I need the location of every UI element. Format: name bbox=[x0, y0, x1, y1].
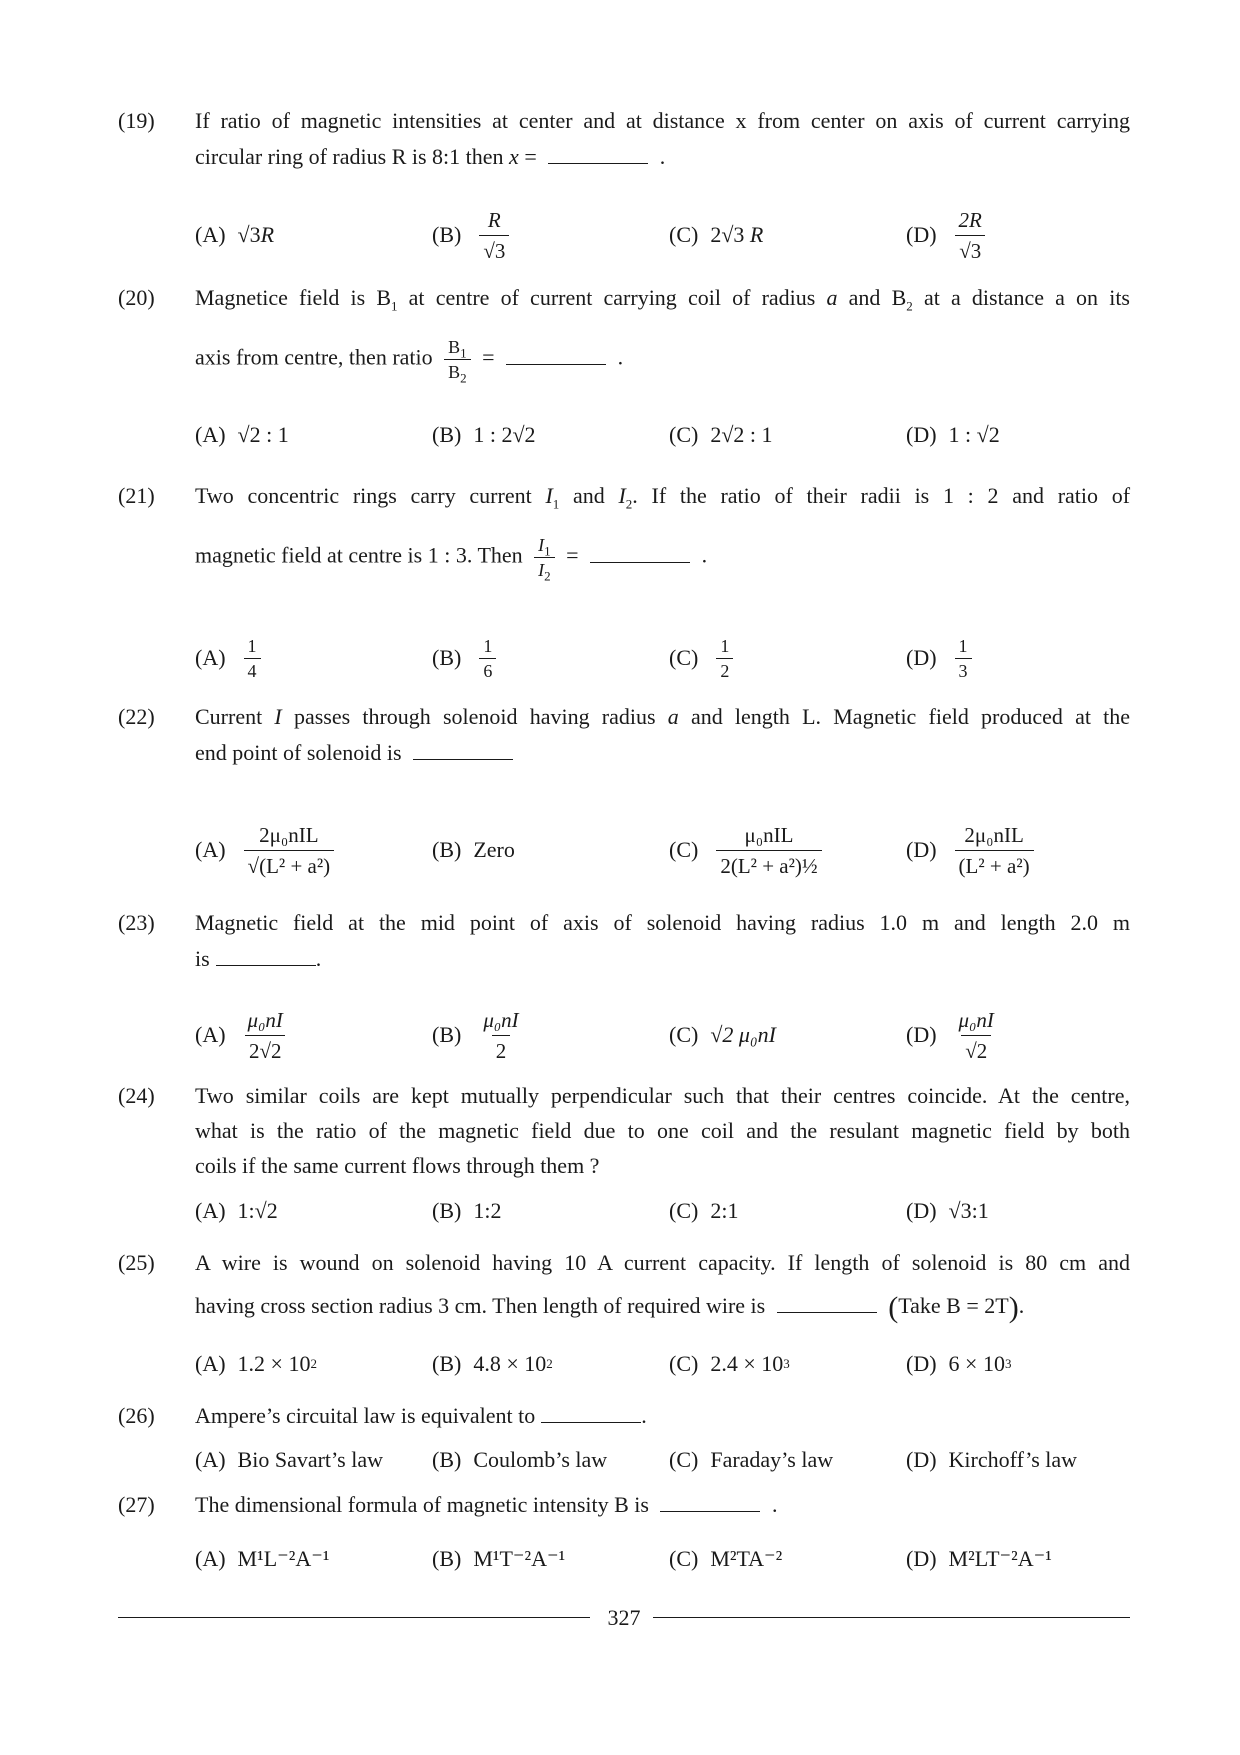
ratio-fraction: $\frac{B_1}{B_2}$ bbox=[444, 337, 471, 382]
option-a[interactable]: (A) M¹L⁻²A⁻¹ bbox=[195, 1546, 330, 1571]
question-number: (24) bbox=[118, 1083, 155, 1108]
option-c[interactable]: (C) √2 μ₀nI bbox=[669, 1022, 776, 1047]
question-number: (21) bbox=[118, 483, 155, 508]
option-d[interactable]: (D) 6 × 10 3 bbox=[906, 1351, 1012, 1376]
question-stem-line2: what is the ratio of the magnetic field due to one coil and the resulant magnetic field by both bbox=[195, 1118, 1130, 1143]
option-a[interactable]: (A) Bio Savart’s law bbox=[195, 1447, 383, 1472]
option-b[interactable]: (B) 1:2 bbox=[432, 1198, 502, 1223]
answer-blank bbox=[506, 363, 606, 365]
options-27 bbox=[195, 1540, 1135, 1578]
options-25 bbox=[195, 1345, 1135, 1383]
options-19 bbox=[195, 205, 1135, 265]
question-number: (25) bbox=[118, 1250, 155, 1275]
option-c[interactable]: (C) $\frac{1}{2}$ bbox=[669, 630, 739, 686]
question-number: (20) bbox=[118, 285, 155, 310]
question-number: (27) bbox=[118, 1492, 155, 1517]
options-23 bbox=[195, 1002, 1135, 1068]
answer-blank bbox=[548, 162, 648, 164]
option-b[interactable]: (B) $\frac{\text{μ₀nI}}{2}$ bbox=[432, 1007, 519, 1063]
option-b[interactable]: (B) $\frac{R}{√3}$ bbox=[432, 205, 515, 265]
question-number: (22) bbox=[118, 704, 155, 729]
question-number: (19) bbox=[118, 108, 155, 133]
answer-blank bbox=[413, 758, 513, 760]
question-stem: If ratio of magnetic intensities at center and at distance x from center on axis of current carrying bbox=[195, 108, 1130, 133]
question-stem: Two concentric rings carry current $I_1$ and $I_2$. If the ratio of their radii is 1 : 2 and ratio of bbox=[195, 483, 1131, 512]
answer-blank bbox=[590, 561, 690, 563]
answer-blank bbox=[541, 1421, 641, 1423]
question-stem-line2: is . bbox=[195, 946, 322, 971]
option-b[interactable]: (B) Zero bbox=[432, 837, 515, 862]
options-26 bbox=[195, 1442, 1135, 1478]
option-a[interactable]: (A) √3 R bbox=[195, 222, 275, 247]
question-stem: Current I passes through solenoid having radius a and length L. Magnetic field produced at the bbox=[195, 704, 1131, 729]
option-b[interactable]: (B) M¹T⁻²A⁻¹ bbox=[432, 1546, 566, 1571]
option-c[interactable]: (C) Faraday’s law bbox=[669, 1447, 834, 1472]
option-d[interactable]: (D) M²LT⁻²A⁻¹ bbox=[906, 1546, 1052, 1571]
option-a[interactable]: (A) $\frac{1}{4}$ bbox=[195, 630, 267, 686]
question-number: (23) bbox=[118, 910, 155, 935]
question-stem: A wire is wound on solenoid having 10 A current capacity. If length of solenoid is 80 cm and bbox=[195, 1250, 1130, 1275]
question-stem: Ampere’s circuital law is equivalent to . bbox=[195, 1403, 647, 1428]
option-d[interactable]: (D) 1 : √2 bbox=[906, 422, 1000, 447]
answer-blank bbox=[216, 964, 316, 966]
page-number: 327 bbox=[598, 1605, 651, 1630]
option-c[interactable]: (C) $\frac{\text{μ₀nIL}}{\text{2(L² + a²)½}}$ bbox=[669, 813, 828, 887]
option-d[interactable]: (D) $\frac{\text{2μ₀nIL}}{\text{(L² + a²)}}$ bbox=[906, 813, 1040, 887]
ratio-fraction: $\frac{I_1}{I_2}$ bbox=[534, 535, 555, 580]
options-21 bbox=[195, 630, 1135, 686]
option-a[interactable]: (A) $\frac{\text{μ₀nI}}{2√2}$ bbox=[195, 1002, 293, 1068]
question-stem: Magnetic field at the mid point of axis of solenoid having radius 1.0 m and length 2.0 m bbox=[195, 910, 1130, 935]
question-stem-line2: axis from centre, then ratio $\frac{B_1}{B_2}$ = . bbox=[195, 337, 624, 386]
option-c[interactable]: (C) 2:1 bbox=[669, 1198, 739, 1223]
option-c[interactable]: (C) 2√2 : 1 bbox=[669, 422, 773, 447]
option-b[interactable]: (B) 1 : 2√2 bbox=[432, 422, 536, 447]
option-a[interactable]: (A) 1.2 × 10 2 bbox=[195, 1351, 317, 1376]
option-b[interactable]: (B) $\frac{1}{6}$ bbox=[432, 630, 502, 686]
answer-blank bbox=[777, 1311, 877, 1313]
options-20 bbox=[195, 413, 1135, 457]
option-c[interactable]: (C) M²TA⁻² bbox=[669, 1546, 783, 1571]
option-c[interactable]: (C) 2.4 × 10 3 bbox=[669, 1351, 790, 1376]
question-stem: Two similar coils are kept mutually perpendicular such that their centres coincide. At the centre, bbox=[195, 1083, 1130, 1108]
question-stem: Magnetice field is $B_1$ at centre of current carrying coil of radius a and $B_2$ at a distance a on its bbox=[195, 285, 1130, 314]
page-footer bbox=[118, 1603, 1130, 1633]
option-d[interactable]: (D) $\frac{\text{μ₀nI}}{√2}$ bbox=[906, 1007, 994, 1063]
options-22 bbox=[195, 813, 1135, 887]
question-number: (26) bbox=[118, 1403, 155, 1428]
option-d[interactable]: (D) $\frac{2R}{√3}$ bbox=[906, 205, 992, 265]
question-stem: The dimensional formula of magnetic intensity B is . bbox=[195, 1492, 778, 1517]
option-a[interactable]: (A) $\frac{\text{2μ₀nIL}}{\text{√(L² + a²)}}$ bbox=[195, 813, 340, 887]
option-a[interactable]: (A) 1:√2 bbox=[195, 1198, 278, 1223]
question-stem-line2: end point of solenoid is bbox=[195, 735, 1130, 771]
option-b[interactable]: (B) 4.8 × 10 2 bbox=[432, 1351, 553, 1376]
answer-blank bbox=[660, 1510, 760, 1512]
question-stem-line2: having cross section radius 3 cm. Then length of required wire is (Take B = 2T). bbox=[195, 1290, 1025, 1324]
question-stem-line2: magnetic field at centre is 1 : 3. Then $\frac{I_1}{I_2}$ = . bbox=[195, 535, 708, 584]
question-stem-line2: circular ring of radius R is 8:1 then x = . bbox=[195, 144, 666, 169]
question-stem-line3: coils if the same current flows through them ? bbox=[195, 1153, 600, 1178]
options-24 bbox=[195, 1191, 1135, 1231]
option-c[interactable]: (C) 2√3 R bbox=[669, 222, 764, 247]
option-d[interactable]: (D) $\frac{1}{3}$ bbox=[906, 630, 978, 686]
option-d[interactable]: (D) √3:1 bbox=[906, 1198, 989, 1223]
option-a[interactable]: (A) √2 : 1 bbox=[195, 422, 289, 447]
option-b[interactable]: (B) Coulomb’s law bbox=[432, 1447, 608, 1472]
option-d[interactable]: (D) Kirchoff’s law bbox=[906, 1447, 1078, 1472]
